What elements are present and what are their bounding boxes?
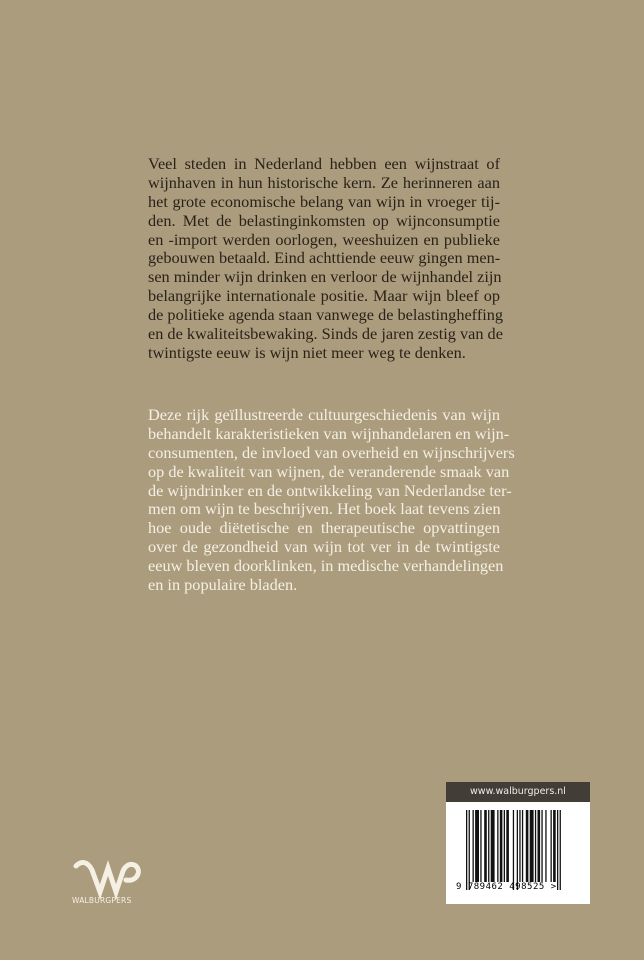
barcode-bar bbox=[480, 810, 481, 882]
barcode-bar bbox=[526, 810, 529, 882]
text-line: Deze rijk geïllustreerde cultuurgeschiedenis van wijn bbox=[148, 405, 500, 424]
text-line: sen minder wijn drinken en verloor de wijnhandel zijn bbox=[148, 267, 502, 287]
barcode-bar bbox=[466, 810, 467, 890]
barcode-bar bbox=[538, 810, 541, 882]
text-line: wijnhaven in hun historische kern. Ze herinneren aan bbox=[148, 172, 500, 192]
text-line: eeuw bleven doorklinken, in medische verhandelingen bbox=[148, 556, 504, 576]
description-paragraph-1 bbox=[148, 154, 504, 363]
text-line: en -import werden oorlogen, weeshuizen en publieke bbox=[148, 229, 500, 249]
text-line: en in populaire bladen. bbox=[148, 575, 298, 595]
text-line: den. Met de belastinginkomsten op wijnconsumptie bbox=[148, 210, 500, 230]
text-line: over de gezondheid van wijn tot ver in de twintigste bbox=[148, 537, 500, 557]
text-line: hoe oude diëtetische en therapeutische opvattingen bbox=[148, 518, 500, 538]
barcode-bar bbox=[473, 810, 474, 882]
barcode-bar bbox=[535, 810, 536, 882]
text-line: men om wijn te beschrijven. Het boek laat tevens zien bbox=[148, 499, 501, 519]
isbn-number: 9 789462 498525 > bbox=[456, 882, 557, 892]
barcode-bar bbox=[517, 810, 518, 890]
text-line: twintigste eeuw is wijn niet meer weg te denken. bbox=[148, 342, 466, 362]
text-line: consumenten, de invloed van overheid en wijnschrijvers bbox=[148, 442, 515, 462]
publisher-logo-text: WALBURGPERS bbox=[72, 896, 132, 905]
barcode-bar bbox=[530, 810, 534, 882]
barcode-bar bbox=[506, 810, 509, 882]
barcode-bar bbox=[513, 810, 514, 890]
text-line: gebouwen betaald. Eind achttiende eeuw gingen men- bbox=[148, 248, 501, 268]
barcode-bar bbox=[541, 810, 542, 882]
barcode-bar bbox=[519, 810, 520, 882]
text-line: het grote economische belang van wijn in vroeger tij- bbox=[148, 191, 500, 211]
barcode-bar bbox=[469, 810, 470, 890]
barcode-bar bbox=[484, 810, 487, 882]
barcode-bar bbox=[522, 810, 523, 882]
text-line: de wijndrinker en de ontwikkeling van Nederlandse ter- bbox=[148, 480, 512, 500]
barcode-bar bbox=[545, 810, 546, 882]
text-line: behandelt karakteristieken van wijnhandelaren en wijn- bbox=[148, 423, 510, 443]
text-line: Veel steden in Nederland hebben een wijnstraat of bbox=[148, 154, 500, 173]
barcode-bar bbox=[475, 810, 479, 882]
barcode-bar bbox=[497, 810, 498, 882]
text-line: op de kwaliteit van wijnen, de veranderende smaak van bbox=[148, 461, 510, 481]
barcode-bar bbox=[488, 810, 489, 882]
barcode-box bbox=[446, 782, 590, 904]
barcode-icon bbox=[466, 810, 568, 890]
barcode-bar bbox=[557, 810, 558, 890]
barcode-bar bbox=[504, 810, 505, 882]
barcode-bar bbox=[491, 810, 495, 882]
barcode-bar bbox=[560, 810, 561, 890]
barcode-bar bbox=[553, 810, 556, 882]
text-line: de politieke agenda staan vanwege de belastingheffing bbox=[148, 305, 504, 325]
text-line: belangrijke internationale positie. Maar wijn bleef op bbox=[148, 286, 500, 306]
text-line: en de kwaliteitsbewaking. Sinds de jaren zestig van de bbox=[148, 324, 503, 344]
barcode-bar bbox=[551, 810, 552, 882]
publisher-url: www.walburgpers.nl bbox=[446, 782, 590, 802]
barcode-bar bbox=[500, 810, 503, 882]
description-paragraph-2 bbox=[148, 405, 515, 595]
